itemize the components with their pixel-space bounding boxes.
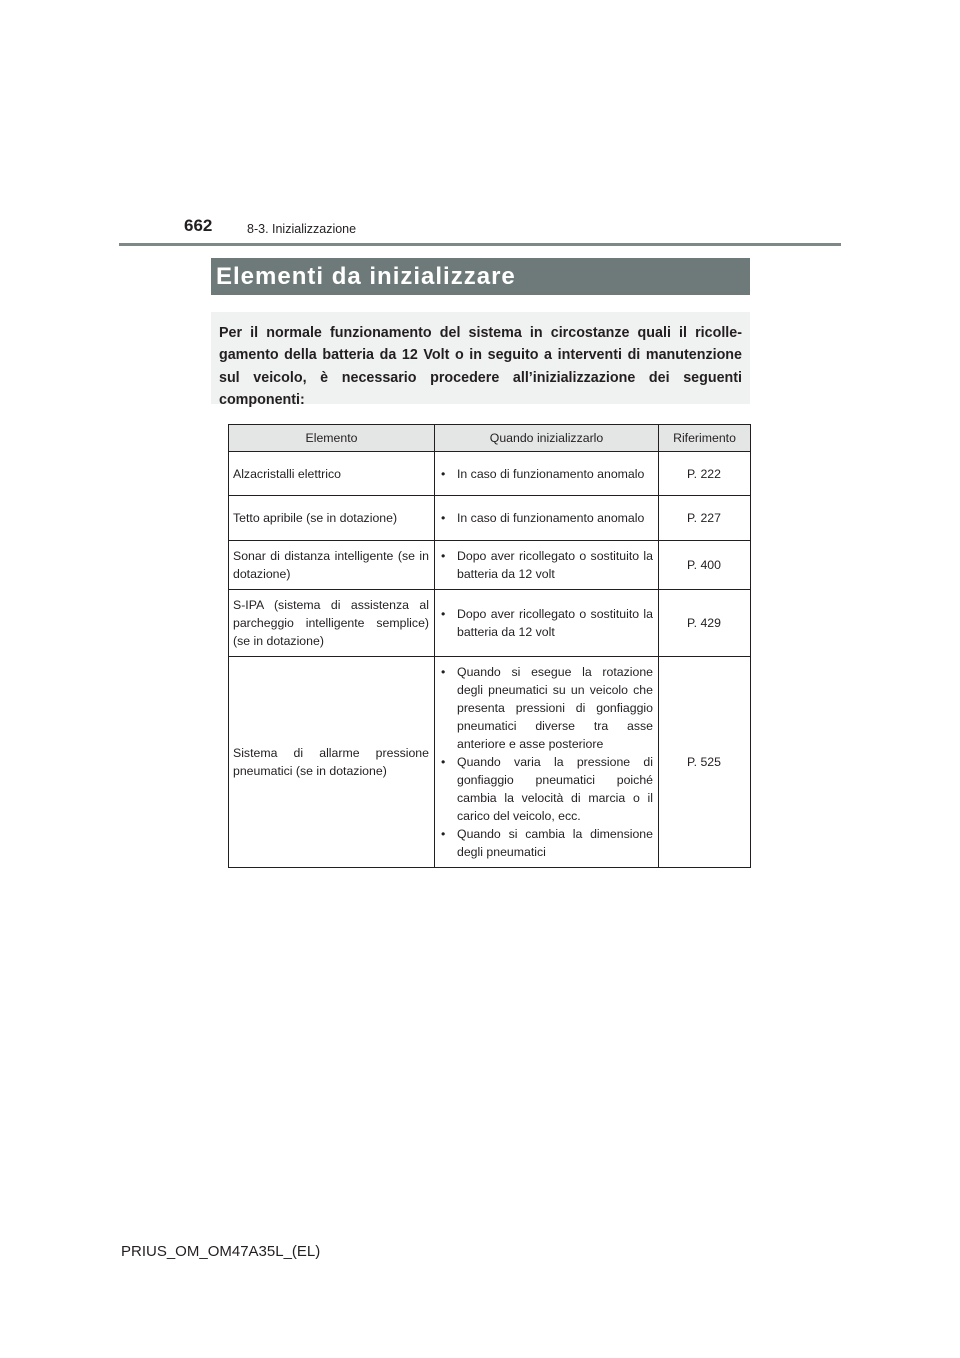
section-title-bar <box>211 258 750 295</box>
when-list <box>439 465 653 483</box>
item-cell: Alzacristalli elettrico <box>229 452 435 496</box>
section-title: Elementi da inizializzare <box>216 262 516 290</box>
when-cell <box>435 496 659 541</box>
list-item: • In caso di funzionamento anomalo <box>439 509 653 527</box>
table-row <box>229 452 751 496</box>
reference-cell: P. 429 <box>659 590 751 657</box>
table-row <box>229 541 751 590</box>
item-cell: Tetto apribile (se in dotazione) <box>229 496 435 541</box>
column-header-item: Elemento <box>229 425 435 452</box>
page-number: 662 <box>184 216 213 235</box>
when-list <box>439 547 653 583</box>
table-row <box>229 496 751 541</box>
reference-cell: P. 525 <box>659 657 751 868</box>
intro-box <box>211 312 750 408</box>
header-divider <box>119 243 841 246</box>
when-list <box>439 509 653 527</box>
when-list <box>439 663 653 861</box>
list-item: • Quando si esegue la rotazione degli pneumatici su un veicolo che presenta pressioni di gonfiaggio pneumatici diverse tra asse anteriore e asse posteriore <box>439 663 653 753</box>
section-reference: 8-3. Inizializzazione <box>247 222 357 236</box>
list-item: • Dopo aver ricollegato o sostituito la batteria da 12 volt <box>439 547 653 583</box>
list-item: • Quando si cambia la dimensione degli pneumatici <box>439 825 653 861</box>
table-row <box>229 590 751 657</box>
document-code: PRIUS_OM_OM47A35L_(EL) <box>121 1243 321 1260</box>
intro-text: Per il normale funzionamento del sistema in circostanze quali il ricollegamento della batteria da 12 Volt o in seguito a interventi di manutenzione sul veicolo, è necessario procedere all’inizializzazione dei seguenti componenti: <box>219 325 742 408</box>
list-item: • In caso di funzionamento anomalo <box>439 465 653 483</box>
reference-cell: P. 227 <box>659 496 751 541</box>
item-cell: Sonar di distanza intelligente (se in dotazione) <box>229 541 435 590</box>
item-cell: S-IPA (sistema di assistenza al parcheggio intelligente semplice) (se in dotazione) <box>229 590 435 657</box>
reference-cell: P. 222 <box>659 452 751 496</box>
when-cell <box>435 541 659 590</box>
item-cell: Sistema di allarme pressione pneumatici (se in dotazione) <box>229 657 435 868</box>
initialization-table <box>228 424 751 868</box>
list-item: • Quando varia la pressione di gonfiaggio pneumatici poiché cambia la velocità di marcia o il carico del veicolo, ecc. <box>439 753 653 825</box>
reference-cell: P. 400 <box>659 541 751 590</box>
when-list <box>439 605 653 641</box>
column-header-when: Quando inizializzarlo <box>435 425 659 452</box>
when-cell <box>435 452 659 496</box>
list-item: • Dopo aver ricollegato o sostituito la batteria da 12 volt <box>439 605 653 641</box>
when-cell <box>435 657 659 868</box>
column-header-reference: Riferimento <box>659 425 751 452</box>
table-row <box>229 657 751 868</box>
when-cell <box>435 590 659 657</box>
table-header-row <box>229 425 751 452</box>
